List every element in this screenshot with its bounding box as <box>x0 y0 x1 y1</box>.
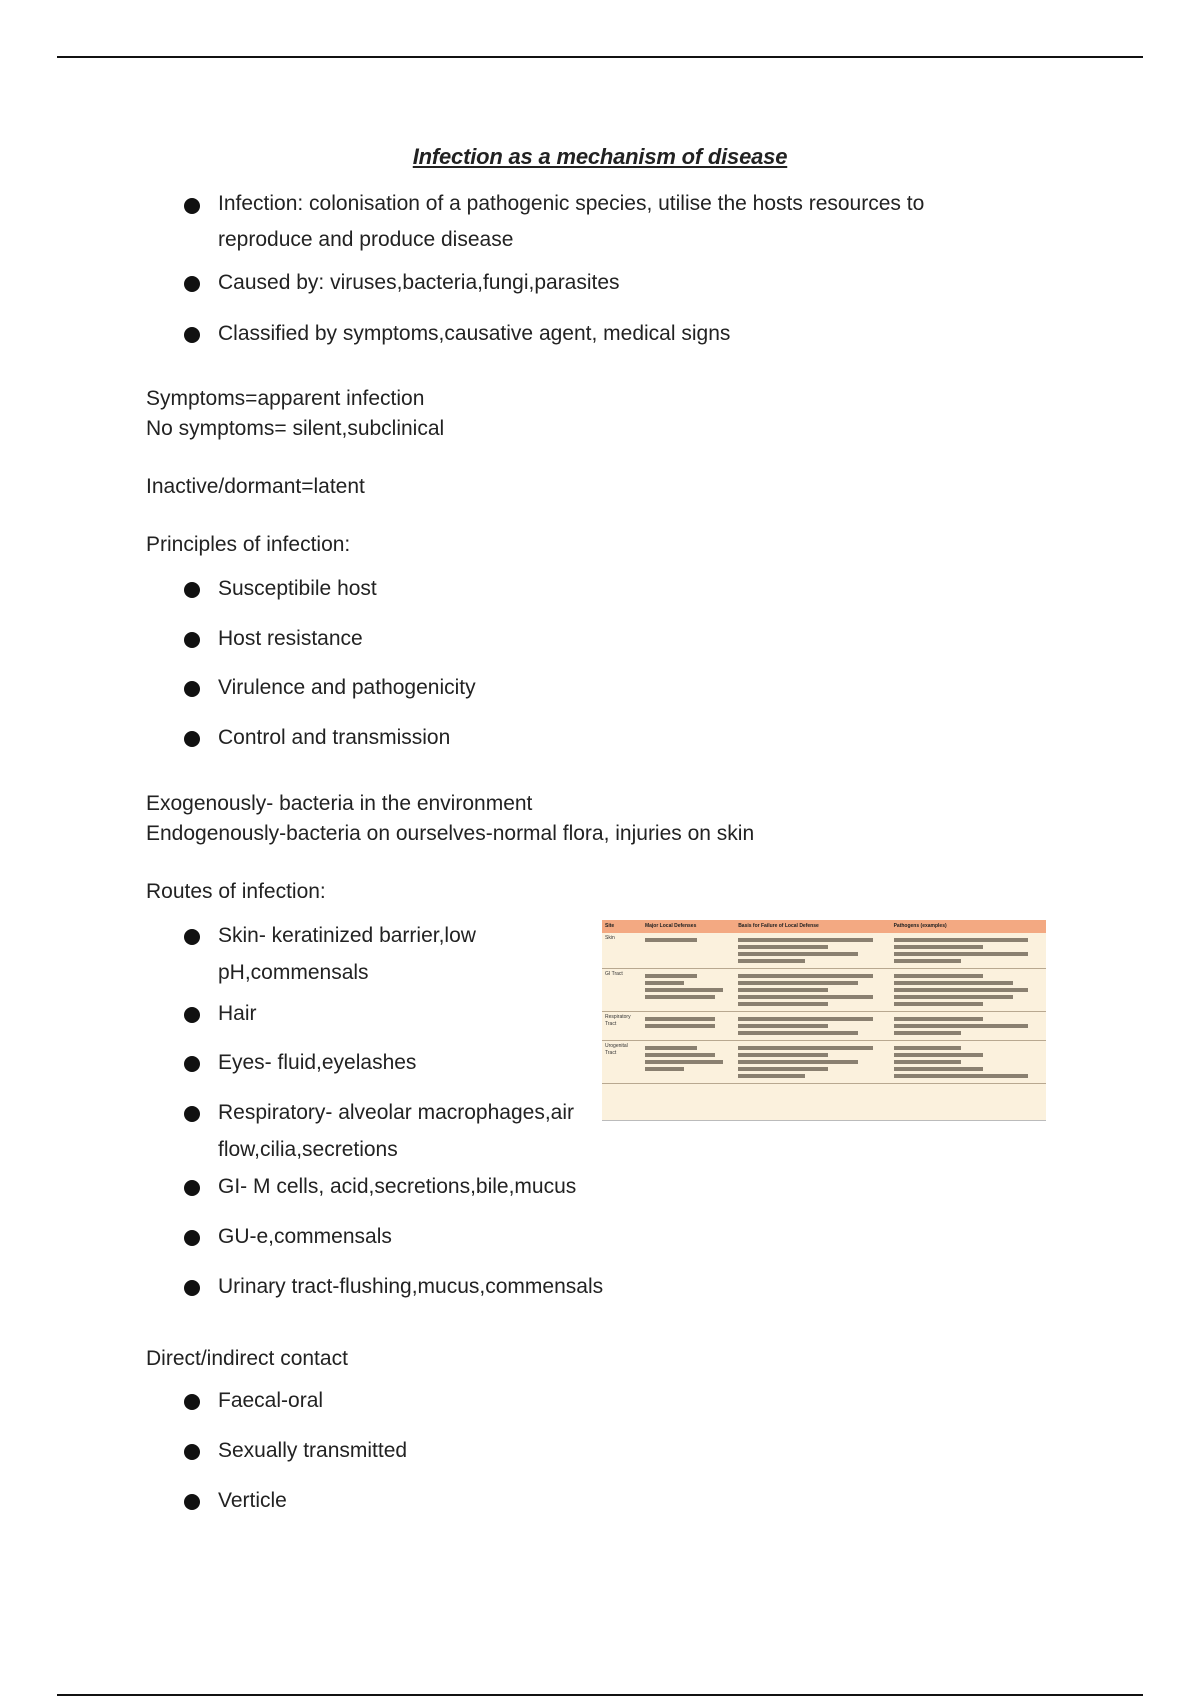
figure-site-cell: GI Tract <box>602 969 642 1012</box>
figure-cell <box>642 1012 735 1041</box>
list-item: Faecal-oral <box>0 1382 1200 1419</box>
figure-header-cell: Pathogens (examples) <box>891 920 1046 933</box>
bullet-icon <box>184 1056 200 1072</box>
page-title: Infection as a mechanism of disease <box>412 144 788 169</box>
list-item: GI- M cells, acid,secretions,bile,mucus <box>0 1168 1200 1205</box>
figure-header-cell: Basis for Failure of Local Defense <box>735 920 890 933</box>
figure-cell <box>642 1041 735 1084</box>
header-rule <box>57 56 1143 58</box>
figure-table <box>602 920 1046 1084</box>
principles-heading: Principles of infection: <box>146 533 351 556</box>
list-item: Infection: colonisation of a pathogenic species, utilise the hosts resources to reproduce and produce disease <box>0 186 1200 258</box>
figure-row <box>602 1041 1046 1084</box>
routes-heading: Routes of infection: <box>146 880 326 903</box>
list-item: GU-e,commensals <box>0 1218 1200 1255</box>
bullet-icon <box>184 1007 200 1023</box>
figure-cell <box>891 969 1046 1012</box>
list-item: Virulence and pathogenicity <box>0 669 1200 706</box>
list-item: Susceptibile host <box>0 570 1200 607</box>
bullet-icon <box>184 582 200 598</box>
list-item: Verticle <box>0 1482 1200 1519</box>
bullet-icon <box>184 198 200 214</box>
bullet-icon <box>184 327 200 343</box>
exogenous-line: Exogenously- bacteria in the environment <box>146 792 533 815</box>
list-item: Respiratory- alveolar macrophages,air flow,cilia,secretions <box>0 1094 1200 1168</box>
figure-cell <box>735 1012 890 1041</box>
list-item: Sexually transmitted <box>0 1432 1200 1469</box>
list-item: Eyes- fluid,eyelashes <box>0 1044 1200 1081</box>
bullet-icon <box>184 632 200 648</box>
figure-cell <box>735 969 890 1012</box>
bullet-icon <box>184 1230 200 1246</box>
list-item: Urinary tract-flushing,mucus,commensals <box>0 1268 1200 1305</box>
intro-list <box>0 186 1200 352</box>
bullet-icon <box>184 1494 200 1510</box>
symptoms-line: Symptoms=apparent infection <box>146 387 425 410</box>
list-item: Host resistance <box>0 620 1200 657</box>
bullet-icon <box>184 1444 200 1460</box>
figure-cell <box>891 933 1046 969</box>
list-item: Skin- keratinized barrier,low pH,commensals <box>0 917 1200 991</box>
figure-site-cell: Urogenital Tract <box>602 1041 642 1084</box>
contact-list <box>0 1382 1200 1519</box>
list-item: Caused by: viruses,bacteria,fungi,parasites <box>0 264 1200 301</box>
figure-header-cell: Major Local Defenses <box>642 920 735 933</box>
figure-site-cell: Skin <box>602 933 642 969</box>
figure-row <box>602 1012 1046 1041</box>
bullet-icon <box>184 681 200 697</box>
figure-row <box>602 969 1046 1012</box>
bullet-icon <box>184 731 200 747</box>
contact-heading: Direct/indirect contact <box>146 1347 348 1370</box>
local-defenses-table-figure <box>602 920 1046 1121</box>
no-symptoms-line: No symptoms= silent,subclinical <box>146 417 445 440</box>
bullet-icon <box>184 1180 200 1196</box>
footer-rule <box>57 1694 1143 1696</box>
bullet-icon <box>184 1106 200 1122</box>
figure-row <box>602 933 1046 969</box>
bullet-icon <box>184 276 200 292</box>
list-item: Hair <box>0 995 1200 1032</box>
principles-list <box>0 570 1200 756</box>
figure-cell <box>642 933 735 969</box>
bullet-icon <box>184 1280 200 1296</box>
list-item: Control and transmission <box>0 719 1200 756</box>
latent-line: Inactive/dormant=latent <box>146 475 365 498</box>
figure-cell <box>891 1012 1046 1041</box>
endogenous-line: Endogenously-bacteria on ourselves-normal flora, injuries on skin <box>146 822 755 845</box>
figure-cell <box>891 1041 1046 1084</box>
figure-cell <box>735 1041 890 1084</box>
bullet-icon <box>184 1394 200 1410</box>
figure-header-cell: Site <box>602 920 642 933</box>
figure-site-cell: Respiratory Tract <box>602 1012 642 1041</box>
list-item: Classified by symptoms,causative agent, medical signs <box>0 315 1200 352</box>
figure-cell <box>735 933 890 969</box>
bullet-icon <box>184 929 200 945</box>
figure-header-row <box>602 920 1046 933</box>
figure-cell <box>642 969 735 1012</box>
